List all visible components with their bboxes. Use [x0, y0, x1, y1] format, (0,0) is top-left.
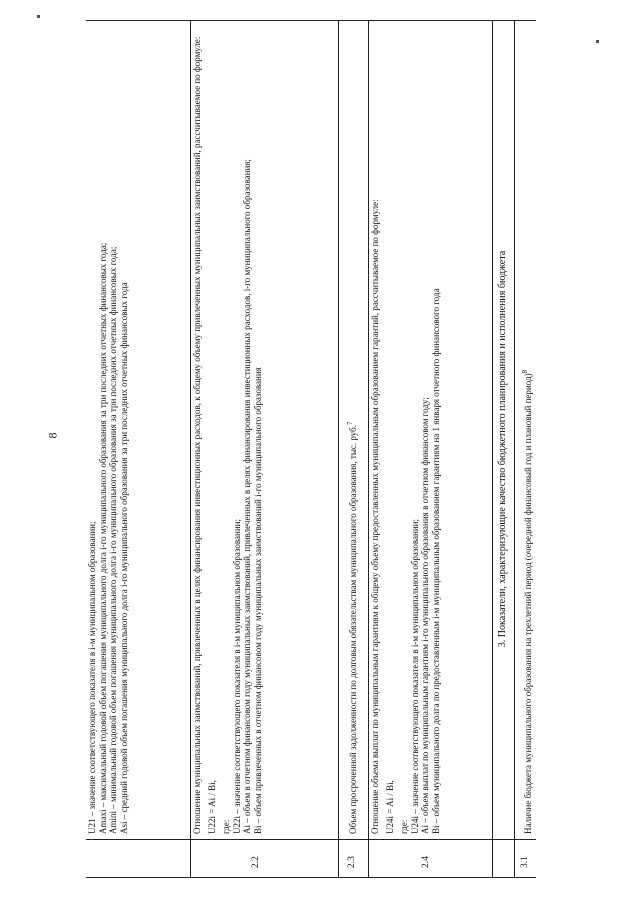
row-2-3-label: Объем просроченной задолженности по долговым обязательствам муниципального образования, тыс. руб.: [348, 425, 358, 834]
row-2-4-content: [370, 24, 441, 834]
row-number: 3.1: [520, 856, 530, 868]
row-2-2-content: [192, 24, 263, 834]
row-2-2-text: U22i – значение соответствующего показателя в i-м муниципальном образовании;: [231, 519, 242, 834]
row-2-2-text: где:: [221, 819, 231, 834]
row-2-4-text: U24i – значение соответствующего показателя в i-м муниципальном образовании;: [409, 519, 420, 834]
row-2-1-line: Asi – средний годовой объем погашения муниципального долга i-го муниципального образования за три последних отчетных финансовых года: [118, 282, 129, 834]
row-2-4-text: где:: [399, 819, 409, 834]
page-number: 8: [45, 432, 60, 439]
row-2-4-text: Отношение объема выплат по муниципальным гарантиям к общему объему предоставленных муниципальным образованием гарантий, рассчитываемое по формуле:: [370, 199, 380, 834]
row-2-2-formula: U22i = Ai / Bi,: [206, 780, 217, 834]
footnote-ref: 7: [346, 421, 354, 425]
table-row-2-4: [368, 20, 492, 878]
scan-mark: [37, 15, 40, 18]
row-2-2-text: Bi – объем привлеченных в отчетном финансовом году муниципальных заимствований i-го муниципального образования: [252, 367, 263, 834]
section-3-row: [492, 20, 514, 878]
row-3-1-text: [520, 24, 534, 834]
row-number: 2.3: [347, 856, 357, 868]
row-2-1-line: U21 – значение соответствующего показателя в i-м муниципальном образовании;: [87, 521, 97, 834]
row-2-3-content: [345, 24, 359, 834]
row-2-4-text: Bi – объем муниципального долга по предоставленным i-м муниципальным образованием гарантиям на 1 января отчетного финансового года: [430, 288, 441, 834]
row-2-3-text: [345, 24, 359, 834]
table-row-2-2: [190, 20, 338, 878]
row-number: 2.4: [421, 856, 431, 868]
table-row-2-3: [338, 20, 368, 878]
row-3-1-label: Наличие бюджета муниципального образования на трехлетний период (очередной финансовый год и плановый период): [523, 373, 533, 834]
row-number: 2.2: [251, 856, 261, 868]
row-2-4-text: Ai – объем выплат по муниципальным гарантиям i-го муниципального образования в отчетном финансовом году;: [420, 397, 430, 834]
row-2-1-content: [87, 24, 129, 834]
footnote-ref: 8: [521, 369, 529, 374]
row-2-1-line: Amini – минимальный годовой объем погашения муниципального долга i-го муниципального образования за три последних отчетных финансовых года;: [108, 246, 118, 834]
scan-mark: [596, 40, 599, 43]
row-2-2-text: Ai – объем в отчетном финансовом году муниципальных заимствований, привлеченных в целях финансирования инвестиционных расходов, i-го муниципального образования;: [242, 159, 252, 834]
row-2-1-line: Amaxi – максимальный годовой объем погашения муниципального долга i-го муниципального образования за три последних отчетных финансовых года;: [97, 242, 108, 834]
row-2-2-text: Отношение муниципальных заимствований, привлеченных в целях финансирования инвестиционных расходов, к общему объему привлеченных муниципальных заимствований, рассчитываемое по формуле:: [192, 36, 202, 834]
row-3-1-content: [520, 24, 534, 834]
table-row-3-1: [514, 20, 536, 878]
section-3-heading: 3. Показатели, характеризующие качество бюджетного планирования и исполнения бюджета: [497, 250, 508, 648]
table-row-2-1: [86, 20, 190, 878]
rotated-table: [86, 20, 536, 878]
row-2-4-formula: U24i = Ai / Bi,: [384, 780, 395, 834]
